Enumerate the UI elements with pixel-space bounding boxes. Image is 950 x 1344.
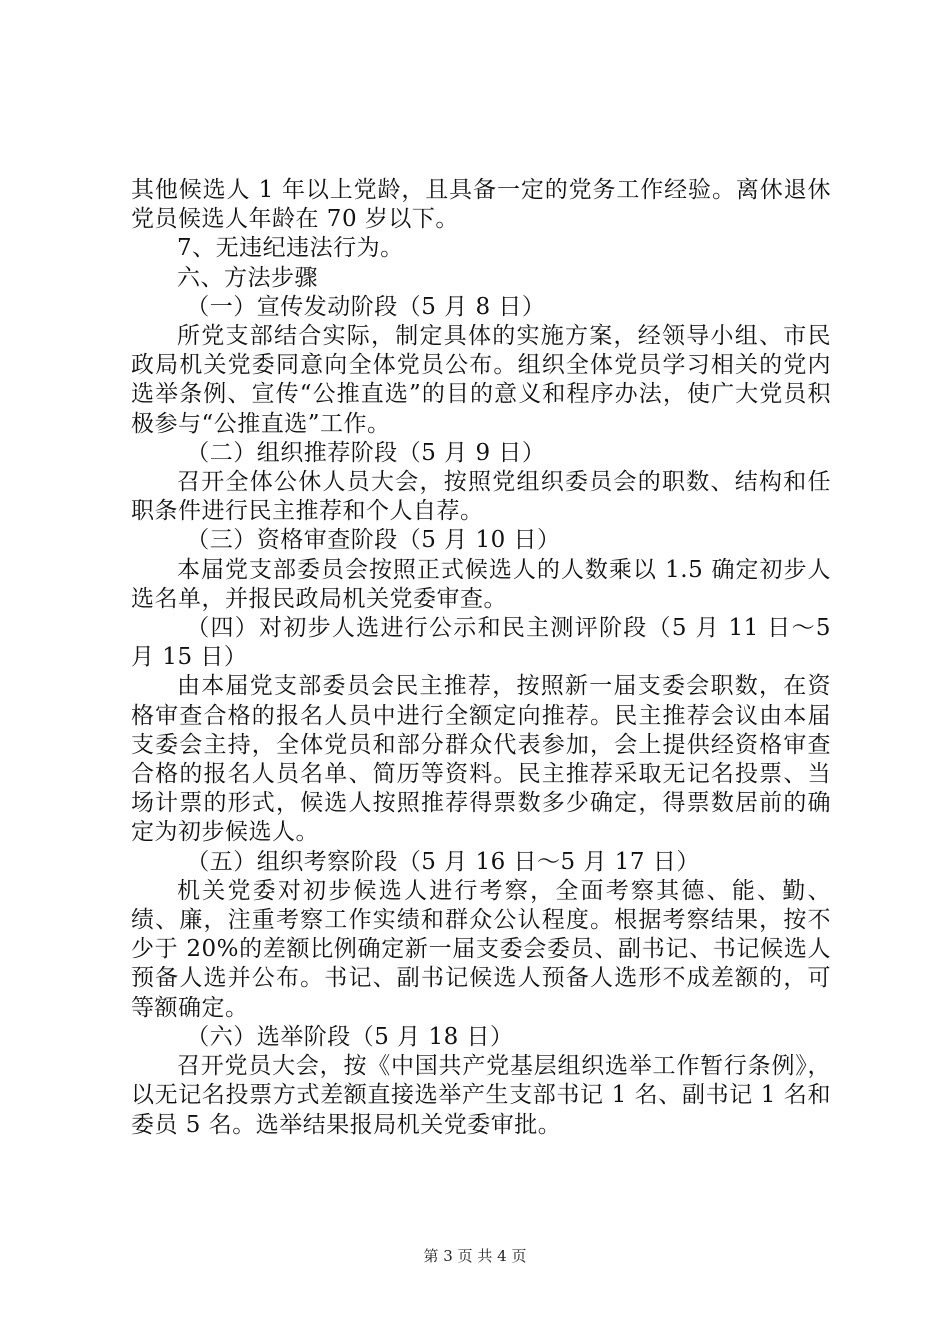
page-footer: 第 3 页 共 4 页 [423, 1247, 527, 1265]
step-heading-6: （六）选举阶段（5 月 18 日） [186, 1023, 514, 1050]
step-body-2: 召开全体公休人员大会，按照党组织委员会的职数、结构和任职条件进行民主推荐和个人自荐。 [131, 469, 831, 525]
step-body-5: 机关党委对初步候选人进行考察，全面考察其德、能、勤、绩、廉，注重考察工作实绩和群众公认程度。根据考察结果，按不少于 20%的差额比例确定新一届支委会委员、副书记、书记候选人预备人选并公布。书记、副书记候选人预备人选形不成差额的，可等额确定。 [131, 877, 831, 1021]
step-body-3: 本届党支部委员会按照正式候选人的人数乘以 1.5 确定初步人选名单，并报民政局机关党委审查。 [131, 556, 831, 612]
step-body-6: 召开党员大会，按《中国共产党基层组织选举工作暂行条例》，以无记名投票方式差额直接选举产生支部书记 1 名、副书记 1 名和委员 5 名。选举结果报局机关党委审批。 [131, 1053, 831, 1138]
step-heading-4: （四）对初步人选进行公示和民主测评阶段（5 月 11 日～5 月 15 日） [131, 615, 831, 671]
step-heading-3: （三）资格审查阶段（5 月 10 日） [186, 527, 561, 554]
document-body [131, 176, 831, 1140]
step-heading-5: （五）组织考察阶段（5 月 16 日～5 月 17 日） [186, 848, 700, 875]
step-body-4: 由本届党支部委员会民主推荐，按照新一届支委会职数，在资格审查合格的报名人员中进行全额定向推荐。民主推荐会议由本届支委会主持，全体党员和部分群众代表参加，会上提供经资格审查合格的报名人员名单、简历等资料。民主推荐采取无记名投票、当场计票的形式，候选人按照推荐得票数多少确定，得票数居前的确定为初步候选人。 [131, 673, 831, 846]
step-heading-1: （一）宣传发动阶段（5 月 8 日） [186, 293, 546, 320]
step-body-1: 所党支部结合实际，制定具体的实施方案，经领导小组、市民政局机关党委同意向全体党员公布。组织全体党员学习相关的党内选举条例、宣传“公推直选”的目的意义和程序办法，使广大党员积极参与“公推直选”工作。 [131, 323, 831, 437]
paragraph-continuation: 其他候选人 1 年以上党龄，且具备一定的党务工作经验。离休退休党员候选人年龄在 70 岁以下。 [131, 177, 831, 233]
paragraph-item-7: 7、无违纪违法行为。 [177, 235, 404, 262]
section-heading-methods: 六、方法步骤 [177, 264, 318, 291]
step-heading-2: （二）组织推荐阶段（5 月 9 日） [186, 439, 546, 466]
